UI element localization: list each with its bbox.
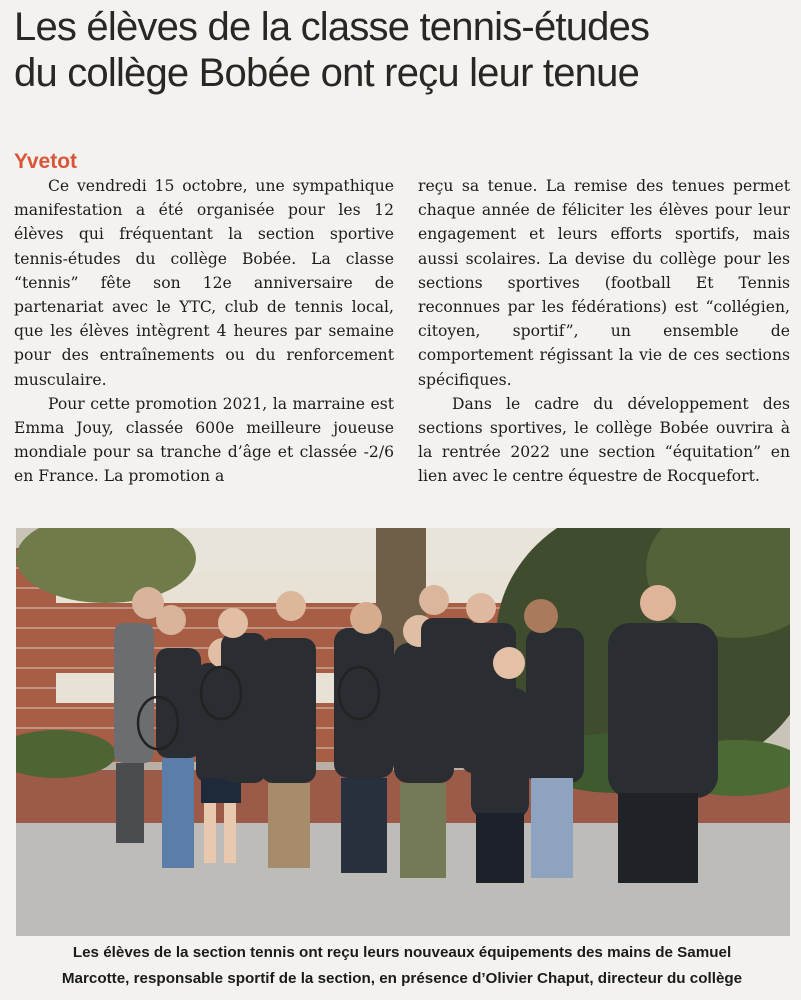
photo-caption — [14, 940, 790, 992]
paragraph: Dans le cadre du développement des sections sportives, le collège Bobée ouvrira à la rentrée 2022 une section “équitation” en lien avec le centre équestre de Rocquefort. — [418, 394, 790, 486]
group-photo-illustration — [16, 528, 790, 936]
article-headline — [14, 4, 794, 96]
headline-line-2: du collège Bobée ont reçu leur tenue — [14, 51, 640, 95]
caption-line-1: Les élèves de la section tennis ont reçu leurs nouveaux équipements des mains de Samuel — [72, 944, 732, 961]
dateline-city: Yvetot — [14, 150, 78, 173]
headline-line-1: Les élèves de la classe tennis-études — [14, 5, 650, 49]
body-column-2 — [418, 174, 790, 489]
paragraph: Ce vendredi 15 octobre, une sympathique manifestation a été organisée pour les 12 élèves qui fréquentant la section sportive tennis-études du collège Bobée. La classe “tennis” fête son 12e anniversaire de partenariat avec le YTC, club de tennis local, que les élèves intègrent 4 heures par semaine pour des entraînements ou du renforcement musculaire. — [14, 177, 394, 389]
paragraph: Pour cette promotion 2021, la marraine est Emma Jouy, classée 600e meilleure joueuse mondiale pour sa tranche d’âge et classée -2/6 en France. La promotion a — [14, 394, 394, 486]
group-photo — [16, 528, 790, 936]
paragraph: reçu sa tenue. La remise des tenues permet chaque année de féliciter les élèves pour leur engagement et leurs efforts sportifs, mais aussi scolaires. La devise du collège pour les sections sportives (football Et Tennis reconnues par les fédérations) est “collégien, citoyen, sportif”, un ensemble de comportement régissant la vie de ces sections spécifiques. — [418, 177, 790, 389]
body-column-1 — [14, 174, 394, 489]
caption-line-2: Marcotte, responsable sportif de la section, en présence d’Olivier Chaput, directeur du collège — [61, 970, 743, 987]
